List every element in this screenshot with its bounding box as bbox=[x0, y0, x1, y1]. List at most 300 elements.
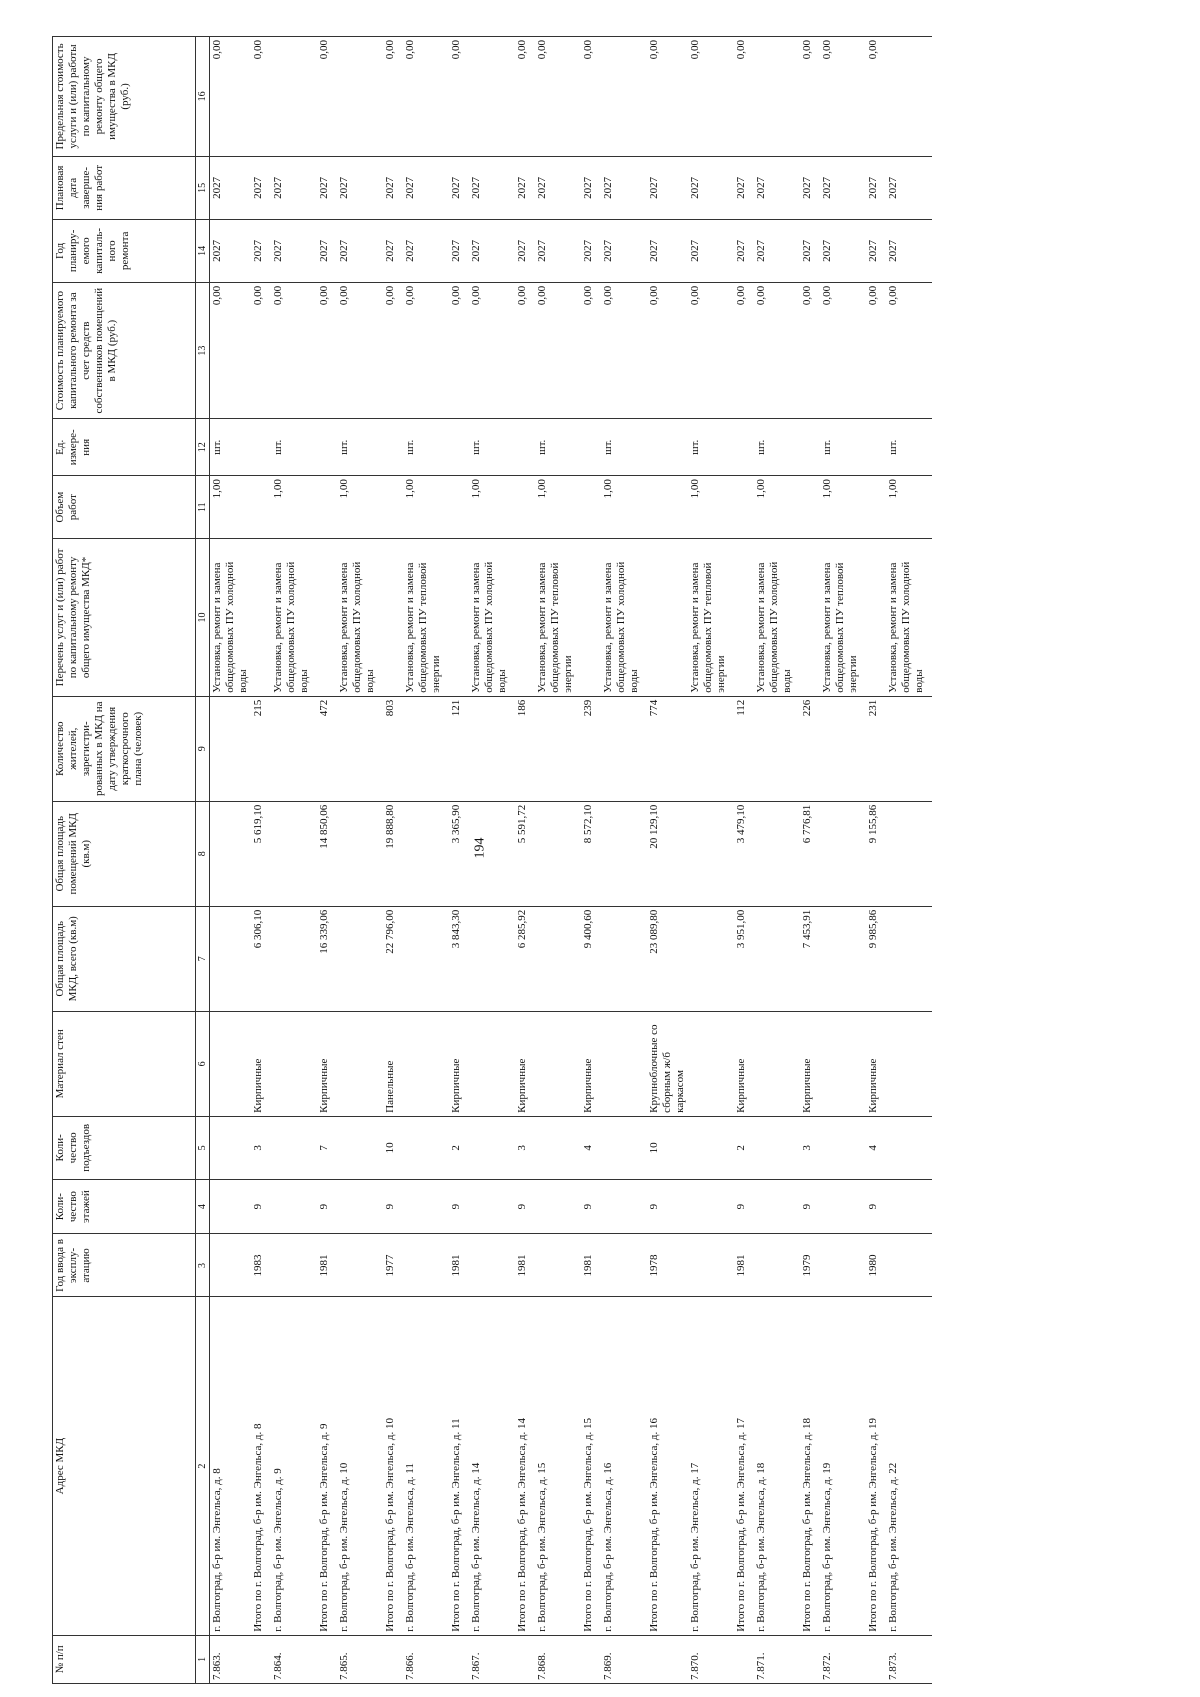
address-cell: г. Волгоград, б-р им. Энгельса, д. 10 bbox=[337, 1297, 383, 1635]
end-date-cell: 2027 bbox=[581, 156, 601, 219]
column-number: 4 bbox=[196, 1179, 210, 1234]
work-empty bbox=[251, 539, 271, 697]
cost-cell: 0,00 bbox=[581, 282, 601, 419]
volume-empty bbox=[251, 476, 271, 539]
volume-empty bbox=[866, 476, 886, 539]
total-label: Итого по г. Волгоград, б-р им. Энгельса, д. 9 bbox=[317, 1297, 337, 1635]
empty-cell bbox=[754, 1011, 800, 1116]
year-cell: 2027 bbox=[383, 219, 403, 282]
end-date-cell: 2027 bbox=[210, 156, 252, 219]
area-total-cell: 9 400,60 bbox=[581, 906, 601, 1011]
volume-cell: 1,00 bbox=[469, 476, 515, 539]
empty-cell bbox=[271, 906, 317, 1011]
work-empty bbox=[317, 539, 337, 697]
year-cell: 2027 bbox=[469, 219, 515, 282]
limit-cell: 0,00 bbox=[535, 37, 581, 157]
volume-empty bbox=[515, 476, 535, 539]
table-row bbox=[469, 37, 515, 1684]
end-date-cell: 2027 bbox=[317, 156, 337, 219]
total-row bbox=[800, 37, 820, 1684]
empty-cell bbox=[688, 1011, 734, 1116]
empty-cell bbox=[271, 1116, 317, 1179]
row-number-empty bbox=[317, 1635, 337, 1683]
year-cell: 2027 bbox=[337, 219, 383, 282]
volume-cell: 1,00 bbox=[754, 476, 800, 539]
year-cell: 2027 bbox=[866, 219, 886, 282]
volume-cell: 1,00 bbox=[210, 476, 252, 539]
end-date-cell: 2027 bbox=[337, 156, 383, 219]
empty-cell bbox=[271, 696, 317, 801]
volume-cell: 1,00 bbox=[337, 476, 383, 539]
address-cell: г. Волгоград, б-р им. Энгельса, д. 8 bbox=[210, 1297, 252, 1635]
column-number: 2 bbox=[196, 1297, 210, 1635]
residents-cell: 215 bbox=[251, 696, 271, 801]
walls-cell: Кирпичные bbox=[251, 1011, 271, 1116]
cost-cell: 0,00 bbox=[800, 282, 820, 419]
cost-cell: 0,00 bbox=[469, 282, 515, 419]
row-number: 7.869. bbox=[601, 1635, 647, 1683]
empty-cell bbox=[688, 696, 734, 801]
walls-cell: Кирпичные bbox=[866, 1011, 886, 1116]
work-empty bbox=[800, 539, 820, 697]
total-row bbox=[383, 37, 403, 1684]
page-number: 194 bbox=[472, 837, 488, 859]
limit-cell: 0,00 bbox=[820, 37, 866, 157]
cost-cell: 0,00 bbox=[317, 282, 337, 419]
empty-cell bbox=[535, 1234, 581, 1297]
empty-cell bbox=[886, 1116, 932, 1179]
column-number: 6 bbox=[196, 1011, 210, 1116]
year-built-cell: 1980 bbox=[866, 1234, 886, 1297]
row-number-empty bbox=[581, 1635, 601, 1683]
column-header: Адрес МКД bbox=[53, 1297, 196, 1635]
empty-cell bbox=[535, 1179, 581, 1234]
year-built-cell: 1981 bbox=[515, 1234, 535, 1297]
unit-cell: шт. bbox=[601, 419, 647, 476]
unit-cell: шт. bbox=[754, 419, 800, 476]
empty-cell bbox=[535, 1116, 581, 1179]
area-rooms-cell: 5 591,72 bbox=[515, 801, 535, 906]
column-number: 10 bbox=[196, 539, 210, 697]
column-header: Год планиру-емого капиталь-ного ремонта bbox=[53, 219, 196, 282]
work-cell: Установка, ремонт и замена общедомовых ПУ тепловой энергии bbox=[535, 539, 581, 697]
empty-cell bbox=[403, 801, 449, 906]
empty-cell bbox=[469, 1011, 515, 1116]
empty-cell bbox=[886, 696, 932, 801]
residents-cell: 774 bbox=[647, 696, 688, 801]
address-cell: г. Волгоград, б-р им. Энгельса, д. 14 bbox=[469, 1297, 515, 1635]
year-built-cell: 1981 bbox=[734, 1234, 754, 1297]
limit-cell: 0,00 bbox=[688, 37, 734, 157]
column-number: 12 bbox=[196, 419, 210, 476]
year-cell: 2027 bbox=[800, 219, 820, 282]
total-row bbox=[866, 37, 886, 1684]
column-header: Ед. измере-ния bbox=[53, 419, 196, 476]
empty-cell bbox=[886, 1234, 932, 1297]
header-row bbox=[53, 37, 196, 1684]
floors-cell: 9 bbox=[734, 1179, 754, 1234]
area-rooms-cell: 6 776,81 bbox=[800, 801, 820, 906]
table-row bbox=[886, 37, 932, 1684]
total-label: Итого по г. Волгоград, б-р им. Энгельса, д. 11 bbox=[449, 1297, 469, 1635]
column-header: Предельная стоимость услуги и (или) работы по капитальному ремонту общего имущества в МКД (руб.) bbox=[53, 37, 196, 157]
unit-empty bbox=[449, 419, 469, 476]
column-header: Стоимость планируемого капитального ремонта за счет средств собственников помещений в МКД (руб.) bbox=[53, 282, 196, 419]
empty-cell bbox=[403, 1116, 449, 1179]
column-number: 7 bbox=[196, 906, 210, 1011]
area-rooms-cell: 8 572,10 bbox=[581, 801, 601, 906]
floors-cell: 9 bbox=[866, 1179, 886, 1234]
walls-cell: Кирпичные bbox=[734, 1011, 754, 1116]
limit-cell: 0,00 bbox=[734, 37, 754, 157]
table-row bbox=[688, 37, 734, 1684]
area-total-cell: 9 985,86 bbox=[866, 906, 886, 1011]
row-number-empty bbox=[383, 1635, 403, 1683]
year-built-cell: 1979 bbox=[800, 1234, 820, 1297]
walls-cell: Панельные bbox=[383, 1011, 403, 1116]
residents-cell: 186 bbox=[515, 696, 535, 801]
volume-cell: 1,00 bbox=[820, 476, 866, 539]
cost-cell: 0,00 bbox=[866, 282, 886, 419]
volume-cell: 1,00 bbox=[403, 476, 449, 539]
residents-cell: 239 bbox=[581, 696, 601, 801]
empty-cell bbox=[754, 906, 800, 1011]
floors-cell: 9 bbox=[251, 1179, 271, 1234]
residents-cell: 231 bbox=[866, 696, 886, 801]
total-row bbox=[734, 37, 754, 1684]
entrances-cell: 10 bbox=[647, 1116, 688, 1179]
address-cell: г. Волгоград, б-р им. Энгельса, д. 17 bbox=[688, 1297, 734, 1635]
unit-empty bbox=[383, 419, 403, 476]
unit-cell: шт. bbox=[688, 419, 734, 476]
empty-cell bbox=[403, 906, 449, 1011]
volume-cell: 1,00 bbox=[535, 476, 581, 539]
year-built-cell: 1978 bbox=[647, 1234, 688, 1297]
limit-cell bbox=[271, 37, 317, 157]
unit-cell: шт. bbox=[403, 419, 449, 476]
work-empty bbox=[866, 539, 886, 697]
year-cell: 2027 bbox=[317, 219, 337, 282]
floors-cell: 9 bbox=[647, 1179, 688, 1234]
entrances-cell: 2 bbox=[734, 1116, 754, 1179]
total-label: Итого по г. Волгоград, б-р им. Энгельса, д. 8 bbox=[251, 1297, 271, 1635]
year-cell: 2027 bbox=[535, 219, 581, 282]
limit-cell: 0,00 bbox=[581, 37, 601, 157]
entrances-cell: 2 bbox=[449, 1116, 469, 1179]
unit-empty bbox=[866, 419, 886, 476]
end-date-cell: 2027 bbox=[515, 156, 535, 219]
area-total-cell: 16 339,06 bbox=[317, 906, 337, 1011]
unit-cell: шт. bbox=[271, 419, 317, 476]
address-cell: г. Волгоград, б-р им. Энгельса, д. 22 bbox=[886, 1297, 932, 1635]
year-built-cell: 1981 bbox=[449, 1234, 469, 1297]
walls-cell: Кирпичные bbox=[515, 1011, 535, 1116]
volume-empty bbox=[581, 476, 601, 539]
area-rooms-cell: 20 129,10 bbox=[647, 801, 688, 906]
end-date-cell: 2027 bbox=[383, 156, 403, 219]
empty-cell bbox=[535, 1011, 581, 1116]
cost-cell: 0,00 bbox=[271, 282, 317, 419]
unit-cell: шт. bbox=[337, 419, 383, 476]
year-cell: 2027 bbox=[754, 219, 800, 282]
empty-cell bbox=[754, 1234, 800, 1297]
empty-cell bbox=[688, 1116, 734, 1179]
unit-empty bbox=[515, 419, 535, 476]
empty-cell bbox=[820, 696, 866, 801]
end-date-cell: 2027 bbox=[754, 156, 800, 219]
empty-cell bbox=[601, 1234, 647, 1297]
empty-cell bbox=[754, 801, 800, 906]
cost-cell: 0,00 bbox=[251, 282, 271, 419]
empty-cell bbox=[469, 1116, 515, 1179]
row-number: 7.867. bbox=[469, 1635, 515, 1683]
empty-cell bbox=[754, 1116, 800, 1179]
area-rooms-cell: 5 619,10 bbox=[251, 801, 271, 906]
table-row bbox=[535, 37, 581, 1684]
limit-cell: 0,00 bbox=[647, 37, 688, 157]
column-header: № п/п bbox=[53, 1635, 196, 1683]
column-header: Год ввода в эксплу-атацию bbox=[53, 1234, 196, 1297]
empty-cell bbox=[403, 1234, 449, 1297]
cost-cell: 0,00 bbox=[210, 282, 252, 419]
row-number: 7.870. bbox=[688, 1635, 734, 1683]
year-cell: 2027 bbox=[515, 219, 535, 282]
entrances-cell: 4 bbox=[866, 1116, 886, 1179]
limit-cell bbox=[469, 37, 515, 157]
empty-cell bbox=[601, 1011, 647, 1116]
residents-cell: 803 bbox=[383, 696, 403, 801]
unit-cell: шт. bbox=[469, 419, 515, 476]
address-cell: г. Волгоград, б-р им. Энгельса, д. 16 bbox=[601, 1297, 647, 1635]
volume-empty bbox=[734, 476, 754, 539]
cost-cell: 0,00 bbox=[383, 282, 403, 419]
cost-cell: 0,00 bbox=[754, 282, 800, 419]
empty-cell bbox=[820, 1179, 866, 1234]
walls-cell: Кирпичные bbox=[317, 1011, 337, 1116]
end-date-cell: 2027 bbox=[449, 156, 469, 219]
limit-cell: 0,00 bbox=[515, 37, 535, 157]
empty-cell bbox=[820, 1234, 866, 1297]
empty-cell bbox=[688, 1234, 734, 1297]
empty-cell bbox=[601, 696, 647, 801]
column-header: Объем работ bbox=[53, 476, 196, 539]
empty-cell bbox=[535, 801, 581, 906]
unit-empty bbox=[581, 419, 601, 476]
table-row bbox=[337, 37, 383, 1684]
unit-cell: шт. bbox=[210, 419, 252, 476]
column-header: Перечень услуг и (или) работ по капитальному ремонту общего имущества МКД* bbox=[53, 539, 196, 697]
volume-empty bbox=[647, 476, 688, 539]
empty-cell bbox=[469, 1179, 515, 1234]
empty-cell bbox=[754, 696, 800, 801]
empty-cell bbox=[469, 1234, 515, 1297]
entrances-cell: 7 bbox=[317, 1116, 337, 1179]
total-row bbox=[317, 37, 337, 1684]
floors-cell: 9 bbox=[383, 1179, 403, 1234]
total-label: Итого по г. Волгоград, б-р им. Энгельса, д. 15 bbox=[581, 1297, 601, 1635]
year-cell: 2027 bbox=[647, 219, 688, 282]
empty-cell bbox=[820, 1116, 866, 1179]
cost-cell: 0,00 bbox=[688, 282, 734, 419]
row-number: 7.865. bbox=[337, 1635, 383, 1683]
total-label: Итого по г. Волгоград, б-р им. Энгельса, д. 16 bbox=[647, 1297, 688, 1635]
area-total-cell: 7 453,91 bbox=[800, 906, 820, 1011]
limit-cell bbox=[754, 37, 800, 157]
work-empty bbox=[449, 539, 469, 697]
limit-cell: 0,00 bbox=[866, 37, 886, 157]
year-cell: 2027 bbox=[271, 219, 317, 282]
year-cell: 2027 bbox=[210, 219, 252, 282]
row-number-empty bbox=[449, 1635, 469, 1683]
work-empty bbox=[647, 539, 688, 697]
cost-cell: 0,00 bbox=[886, 282, 932, 419]
end-date-cell: 2027 bbox=[601, 156, 647, 219]
volume-cell: 1,00 bbox=[688, 476, 734, 539]
walls-cell: Кирпичные bbox=[581, 1011, 601, 1116]
volume-cell: 1,00 bbox=[601, 476, 647, 539]
column-number-row bbox=[196, 37, 210, 1684]
total-label: Итого по г. Волгоград, б-р им. Энгельса, д. 10 bbox=[383, 1297, 403, 1635]
limit-cell: 0,00 bbox=[251, 37, 271, 157]
residents-cell: 112 bbox=[734, 696, 754, 801]
empty-cell bbox=[535, 696, 581, 801]
empty-cell bbox=[601, 801, 647, 906]
year-cell: 2027 bbox=[820, 219, 866, 282]
end-date-cell: 2027 bbox=[866, 156, 886, 219]
cost-cell: 0,00 bbox=[601, 282, 647, 419]
limit-cell: 0,00 bbox=[449, 37, 469, 157]
total-row bbox=[647, 37, 688, 1684]
limit-cell bbox=[601, 37, 647, 157]
address-cell: г. Волгоград, б-р им. Энгельса, д. 15 bbox=[535, 1297, 581, 1635]
row-number-empty bbox=[515, 1635, 535, 1683]
row-number: 7.864. bbox=[271, 1635, 317, 1683]
rotated-sheet bbox=[52, 36, 1200, 1684]
year-cell: 2027 bbox=[886, 219, 932, 282]
end-date-cell: 2027 bbox=[647, 156, 688, 219]
row-number-empty bbox=[647, 1635, 688, 1683]
work-cell: Установка, ремонт и замена общедомовых ПУ тепловой энергии bbox=[820, 539, 866, 697]
limit-cell bbox=[337, 37, 383, 157]
row-number: 7.871. bbox=[754, 1635, 800, 1683]
end-date-cell: 2027 bbox=[820, 156, 866, 219]
volume-cell: 1,00 bbox=[886, 476, 932, 539]
empty-cell bbox=[886, 1011, 932, 1116]
unit-cell: шт. bbox=[535, 419, 581, 476]
empty-cell bbox=[271, 1011, 317, 1116]
limit-cell bbox=[886, 37, 932, 157]
column-header: Материал стен bbox=[53, 1011, 196, 1116]
floors-cell: 9 bbox=[800, 1179, 820, 1234]
work-empty bbox=[581, 539, 601, 697]
empty-cell bbox=[271, 1234, 317, 1297]
column-header: Общая площадь МКД, всего (кв.м) bbox=[53, 906, 196, 1011]
address-cell: г. Волгоград, б-р им. Энгельса, д. 11 bbox=[403, 1297, 449, 1635]
walls-cell: Кирпичные bbox=[800, 1011, 820, 1116]
table-row bbox=[210, 37, 252, 1684]
area-rooms-cell: 3 479,10 bbox=[734, 801, 754, 906]
area-total-cell: 22 796,00 bbox=[383, 906, 403, 1011]
floors-cell: 9 bbox=[515, 1179, 535, 1234]
address-cell: г. Волгоград, б-р им. Энгельса, д. 19 bbox=[820, 1297, 866, 1635]
column-number: 15 bbox=[196, 156, 210, 219]
empty-cell bbox=[337, 906, 383, 1011]
cost-cell: 0,00 bbox=[820, 282, 866, 419]
limit-cell: 0,00 bbox=[800, 37, 820, 157]
entrances-cell: 3 bbox=[515, 1116, 535, 1179]
total-label: Итого по г. Волгоград, б-р им. Энгельса, д. 18 bbox=[800, 1297, 820, 1635]
column-number: 1 bbox=[196, 1635, 210, 1683]
empty-cell bbox=[886, 906, 932, 1011]
table-body bbox=[251, 37, 932, 1684]
row-number: 7.868. bbox=[535, 1635, 581, 1683]
column-header: Общая площадь помещений МКД (кв.м) bbox=[53, 801, 196, 906]
empty-cell bbox=[337, 1011, 383, 1116]
empty-cell bbox=[601, 1179, 647, 1234]
year-built-cell: 1983 bbox=[251, 1234, 271, 1297]
column-header: Коли-чество подъездов bbox=[53, 1116, 196, 1179]
table-row bbox=[820, 37, 866, 1684]
cost-cell: 0,00 bbox=[515, 282, 535, 419]
empty-cell bbox=[688, 906, 734, 1011]
empty-cell bbox=[403, 696, 449, 801]
cost-cell: 0,00 bbox=[535, 282, 581, 419]
volume-empty bbox=[317, 476, 337, 539]
column-number: 9 bbox=[196, 696, 210, 801]
residents-cell: 121 bbox=[449, 696, 469, 801]
cost-cell: 0,00 bbox=[403, 282, 449, 419]
entrances-cell: 3 bbox=[251, 1116, 271, 1179]
unit-cell: шт. bbox=[886, 419, 932, 476]
total-row bbox=[515, 37, 535, 1684]
floors-cell: 9 bbox=[581, 1179, 601, 1234]
year-built-cell: 1977 bbox=[383, 1234, 403, 1297]
year-cell: 2027 bbox=[581, 219, 601, 282]
limit-cell: 0,00 bbox=[383, 37, 403, 157]
row-number: 7.873. bbox=[886, 1635, 932, 1683]
limit-cell: 0,00 bbox=[403, 37, 449, 157]
year-cell: 2027 bbox=[688, 219, 734, 282]
work-cell: Установка, ремонт и замена общедомовых ПУ холодной воды bbox=[210, 539, 252, 697]
empty-cell bbox=[688, 801, 734, 906]
year-cell: 2027 bbox=[449, 219, 469, 282]
capital-repair-table bbox=[52, 36, 932, 1684]
empty-cell bbox=[601, 1116, 647, 1179]
total-row bbox=[251, 37, 271, 1684]
empty-cell bbox=[754, 1179, 800, 1234]
empty-cell bbox=[337, 801, 383, 906]
volume-empty bbox=[383, 476, 403, 539]
empty-cell bbox=[886, 1179, 932, 1234]
column-number: 14 bbox=[196, 219, 210, 282]
empty-cell bbox=[337, 1116, 383, 1179]
table-row bbox=[754, 37, 800, 1684]
unit-empty bbox=[647, 419, 688, 476]
total-row bbox=[449, 37, 469, 1684]
area-rooms-cell: 14 850,06 bbox=[317, 801, 337, 906]
work-empty bbox=[734, 539, 754, 697]
row-number-empty bbox=[866, 1635, 886, 1683]
column-number: 5 bbox=[196, 1116, 210, 1179]
total-row bbox=[581, 37, 601, 1684]
empty-cell bbox=[271, 1179, 317, 1234]
year-built-cell: 1981 bbox=[581, 1234, 601, 1297]
year-cell: 2027 bbox=[403, 219, 449, 282]
row-number-empty bbox=[251, 1635, 271, 1683]
end-date-cell: 2027 bbox=[271, 156, 317, 219]
limit-cell: 0,00 bbox=[210, 37, 252, 157]
area-total-cell: 3 843,30 bbox=[449, 906, 469, 1011]
